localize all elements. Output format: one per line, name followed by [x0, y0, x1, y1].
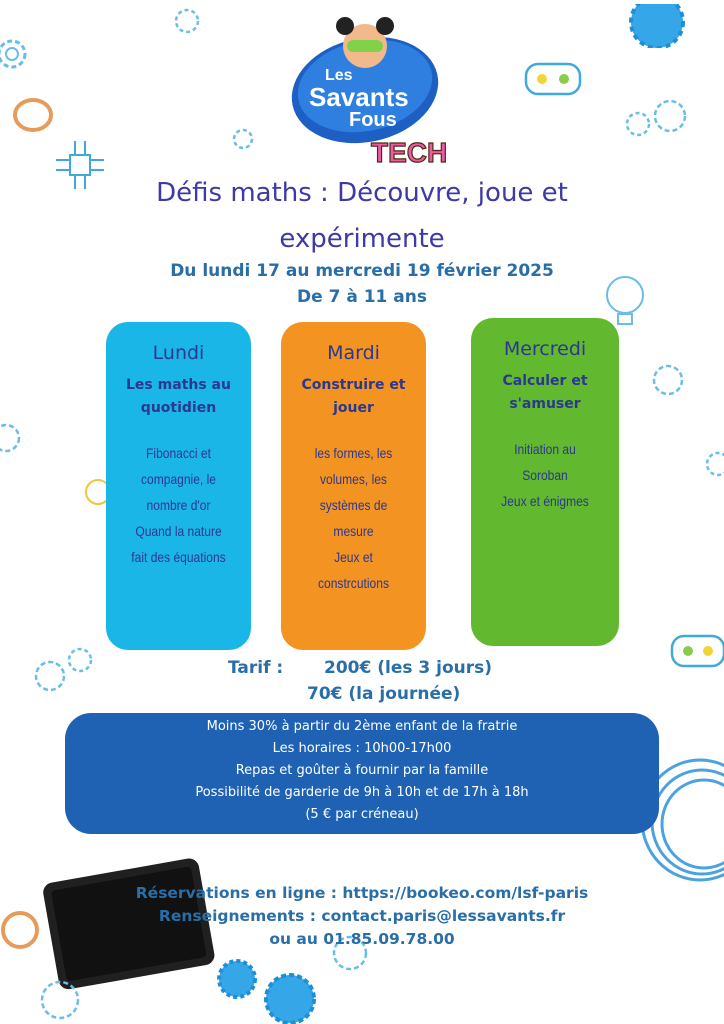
- les-savants-fous-logo: [285, 12, 450, 172]
- tarif-price-3-days: 200€ (les 3 jours): [324, 658, 493, 678]
- gear-icon: [228, 124, 258, 154]
- gear-icon: [700, 446, 724, 482]
- lightbulb-icon: [80, 470, 108, 526]
- title-line-2: expérimente: [279, 224, 445, 254]
- gear-icon: [648, 360, 688, 400]
- tarif-label: Tarif :: [228, 658, 284, 678]
- card-day: Mardi: [327, 342, 380, 364]
- gear-icon: [620, 96, 694, 142]
- gear-icon: [30, 640, 100, 700]
- card-day: Mercredi: [503, 338, 587, 360]
- gear-icon: [0, 418, 24, 458]
- gear-icon: [622, 4, 692, 48]
- contact-email[interactable]: Renseignements : contact.paris@lessavants.fr: [158, 907, 566, 925]
- contact-block: [0, 882, 724, 951]
- card-mardi: [281, 322, 426, 650]
- card-lundi: [106, 322, 251, 650]
- gear-icon: [168, 5, 206, 37]
- gamepad-icon: [520, 54, 586, 104]
- info-line: Les horaires : 10h00-17h00: [272, 741, 452, 756]
- gear-icon: [215, 955, 325, 1024]
- dates-text: Du lundi 17 au mercredi 19 février 2025: [170, 261, 554, 281]
- card-description: Initiation au Soroban Jeux et énigmes: [501, 441, 589, 509]
- card-theme: Calculer et s'amuser: [502, 373, 588, 412]
- card-description: les formes, les volumes, les systèmes de mesure Jeux et constrcutions: [314, 445, 393, 591]
- rubber-band-icon: [10, 95, 56, 135]
- info-line: Repas et goûter à fournir par la famille: [235, 763, 489, 778]
- info-line: Moins 30% à partir du 2ème enfant de la fratrie: [206, 719, 518, 734]
- info-line: (5 € par créneau): [305, 807, 419, 822]
- gear-icon: [30, 968, 90, 1024]
- logo-savants: Savants: [309, 82, 409, 112]
- gamepad-icon: [668, 626, 724, 678]
- logo-tech: TECH: [371, 137, 448, 168]
- logo-les: Les: [325, 67, 353, 84]
- info-box: [65, 713, 659, 834]
- tarif-price-day: 70€ (la journée): [307, 684, 461, 704]
- logo-fous: Fous: [349, 109, 397, 131]
- contact-phone[interactable]: ou au 01.85.09.78.00: [269, 930, 455, 948]
- booking-link[interactable]: Réservations en ligne : https://bookeo.com/lsf-paris: [135, 884, 589, 902]
- title-line-1: Défis maths : Découvre, joue et: [156, 178, 568, 208]
- card-theme: Construire et jouer: [301, 377, 406, 416]
- card-mercredi: [471, 318, 619, 646]
- info-line: Possibilité de garderie de 9h à 10h et de 17h à 18h: [195, 785, 529, 800]
- card-theme: Les maths au quotidien: [126, 377, 231, 416]
- card-day: Lundi: [152, 342, 205, 364]
- ages-text: De 7 à 11 ans: [297, 287, 427, 307]
- page-title: [0, 170, 724, 262]
- gear-icon: [0, 30, 34, 80]
- card-description: Fibonacci et compagnie, le nombre d'or Quand la nature fait des équations: [131, 445, 226, 565]
